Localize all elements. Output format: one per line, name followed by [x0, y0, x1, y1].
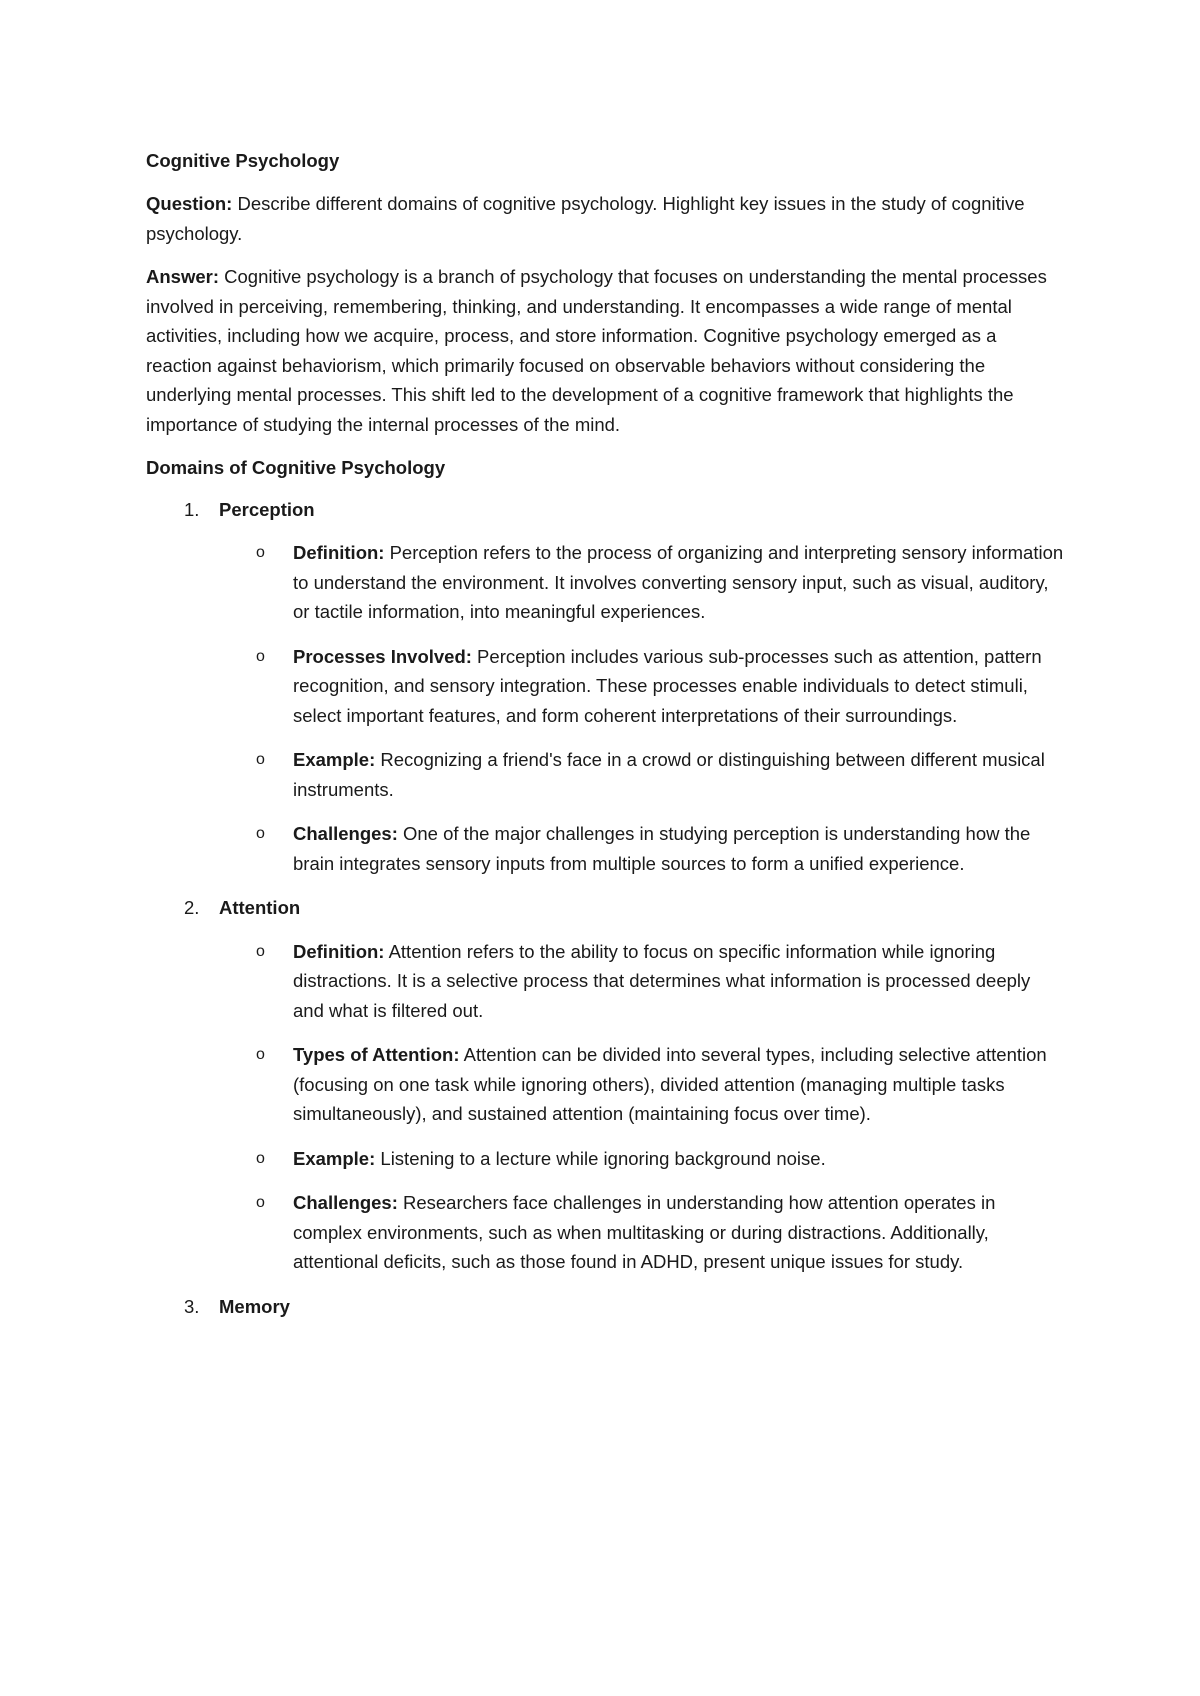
bullet-marker: o	[256, 751, 265, 768]
list-item	[146, 1188, 1066, 1277]
point-label: Definition:	[293, 542, 385, 563]
domain-number: 1.	[184, 498, 200, 520]
point-label: Challenges:	[293, 823, 398, 844]
point-text: Perception refers to the process of organizing and interpreting sensory information to understand the environment. It involves converting sensory input, such as visual, auditory, or tactile information, into meaningful experiences.	[293, 542, 1064, 622]
point-text: Attention refers to the ability to focus on specific information while ignoring distractions. It is a selective process that determines what information is processed deeply and what is filtered out.	[293, 940, 1031, 1021]
domains-heading: Domains of Cognitive Psychology	[146, 457, 446, 478]
domain-points	[146, 937, 1066, 1277]
bullet-marker: o	[256, 1149, 265, 1167]
bullet-marker: o	[256, 544, 265, 561]
domain-number: 2.	[184, 897, 200, 918]
domain-points	[146, 538, 1066, 878]
domain-title: Attention	[219, 897, 301, 918]
point-label: Example:	[293, 1147, 376, 1169]
domain-title: Perception	[219, 498, 315, 520]
answer-text: Cognitive psychology is a branch of psychology that focuses on understanding the mental processes involved in perceiving, remembering, thinking, and understanding. It encompasses a wide range of mental activities, including how we acquire, process, and store information. Cognitive psychology emerged as a reaction against behaviorism, which primarily focused on observable behaviors without considering the underlying mental processes. This shift led to the development of a cognitive framework that highlights the importance of studying the internal processes of the mind.	[146, 266, 1047, 435]
domain-number: 3.	[184, 1295, 200, 1317]
point-label: Definition:	[293, 940, 385, 962]
list-item	[146, 819, 1066, 878]
question-label: Question:	[146, 193, 233, 214]
list-item	[146, 937, 1066, 1026]
bullet-marker: o	[256, 942, 265, 960]
question-paragraph	[146, 189, 1066, 248]
domain-perception	[146, 495, 1066, 879]
answer-paragraph	[146, 262, 1066, 439]
list-item	[146, 1040, 1066, 1129]
domain-memory	[146, 1292, 1066, 1322]
point-text: Researchers face challenges in understanding how attention operates in complex environments, such as when multitasking or during distractions. Additionally, attentional deficits, such as those found in ADHD, present unique issues for study.	[293, 1192, 996, 1272]
point-text: Listening to a lecture while ignoring background noise.	[375, 1147, 826, 1169]
point-label: Types of Attention:	[293, 1044, 460, 1065]
list-item	[146, 745, 1066, 804]
point-text: Attention can be divided into several types, including selective attention (focusing on one task while ignoring others), divided attention (managing multiple tasks simultaneously), and sustained attention (maintaining focus over time).	[293, 1044, 1047, 1124]
domain-attention	[146, 893, 1066, 1277]
document-title: Cognitive Psychology	[146, 150, 340, 171]
document-page	[146, 146, 1066, 1333]
point-label: Example:	[293, 749, 376, 770]
bullet-marker: o	[256, 647, 265, 665]
answer-label: Answer:	[146, 266, 219, 287]
point-label: Challenges:	[293, 1192, 398, 1213]
point-label: Processes Involved:	[293, 645, 472, 667]
domain-title: Memory	[219, 1295, 290, 1317]
bullet-marker: o	[256, 1046, 265, 1063]
point-text: One of the major challenges in studying perception is understanding how the brain integrates sensory inputs from multiple sources to form a unified experience.	[293, 823, 1031, 874]
list-item	[146, 642, 1066, 731]
list-item	[146, 538, 1066, 627]
bullet-marker: o	[256, 825, 265, 842]
bullet-marker: o	[256, 1194, 265, 1211]
point-text: Recognizing a friend's face in a crowd or distinguishing between different musical instruments.	[293, 749, 1045, 800]
point-text: Perception includes various sub-processes such as attention, pattern recognition, and sensory integration. These processes enable individuals to detect stimuli, select important features, and form coherent interpretations of their surroundings.	[293, 645, 1042, 726]
list-item	[146, 1144, 1066, 1174]
question-text: Describe different domains of cognitive psychology. Highlight key issues in the study of cognitive psychology.	[146, 193, 1025, 244]
